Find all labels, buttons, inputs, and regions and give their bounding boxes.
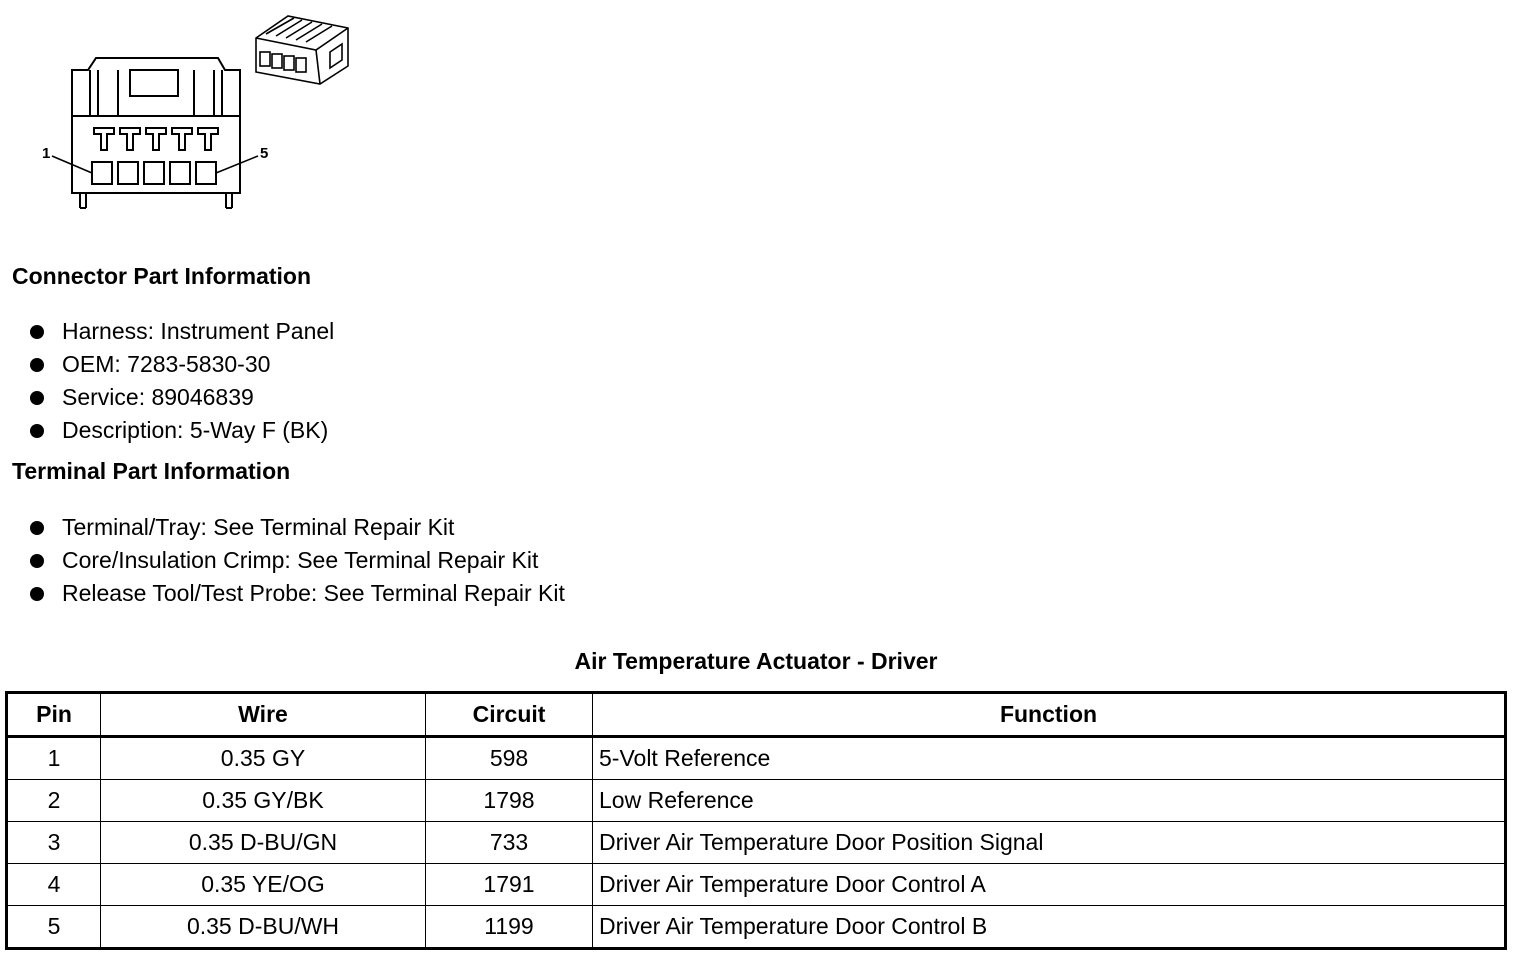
list-item: Service: 89046839 bbox=[30, 381, 334, 414]
terminal-part-info-title: Terminal Part Information bbox=[12, 458, 291, 484]
cell-circuit: 1798 bbox=[426, 780, 593, 822]
pinout-table bbox=[5, 691, 1507, 950]
cell-wire: 0.35 D-BU/GN bbox=[101, 822, 426, 864]
header-circuit: Circuit bbox=[426, 693, 593, 737]
list-item: Core/Insulation Crimp: See Terminal Repair Kit bbox=[30, 544, 565, 577]
terminal-latches bbox=[94, 128, 218, 150]
cell-circuit: 1199 bbox=[426, 906, 593, 949]
pin-5-leader bbox=[216, 156, 258, 173]
cell-function: Low Reference bbox=[593, 780, 1506, 822]
table-row bbox=[7, 780, 1506, 822]
cell-pin: 3 bbox=[7, 822, 101, 864]
cell-wire: 0.35 GY bbox=[101, 737, 426, 780]
cell-pin: 4 bbox=[7, 864, 101, 906]
table-row bbox=[7, 737, 1506, 780]
cell-circuit: 1791 bbox=[426, 864, 593, 906]
cell-function: Driver Air Temperature Door Control A bbox=[593, 864, 1506, 906]
pin-5-label: 5 bbox=[260, 145, 269, 162]
cell-wire: 0.35 YE/OG bbox=[101, 864, 426, 906]
table-title: Air Temperature Actuator - Driver bbox=[574, 648, 938, 674]
header-wire: Wire bbox=[101, 693, 426, 737]
connector-diagram bbox=[30, 8, 370, 218]
table-header-row bbox=[7, 693, 1506, 737]
connector-part-info-list bbox=[30, 315, 334, 447]
cell-function: Driver Air Temperature Door Position Signal bbox=[593, 822, 1506, 864]
table-row bbox=[7, 906, 1506, 949]
cell-circuit: 733 bbox=[426, 822, 593, 864]
terminal-part-info-list bbox=[30, 511, 565, 610]
cell-wire: 0.35 D-BU/WH bbox=[101, 906, 426, 949]
cell-pin: 2 bbox=[7, 780, 101, 822]
cell-circuit: 598 bbox=[426, 737, 593, 780]
cell-wire: 0.35 GY/BK bbox=[101, 780, 426, 822]
cell-pin: 5 bbox=[7, 906, 101, 949]
list-item: OEM: 7283-5830-30 bbox=[30, 348, 334, 381]
list-item: Harness: Instrument Panel bbox=[30, 315, 334, 348]
table-row bbox=[7, 864, 1506, 906]
list-item: Release Tool/Test Probe: See Terminal Repair Kit bbox=[30, 577, 565, 610]
list-item: Description: 5-Way F (BK) bbox=[30, 414, 334, 447]
connector-part-info-title: Connector Part Information bbox=[12, 263, 312, 289]
cell-pin: 1 bbox=[7, 737, 101, 780]
header-pin: Pin bbox=[7, 693, 101, 737]
table-row bbox=[7, 822, 1506, 864]
pin-cavities bbox=[92, 162, 216, 184]
cell-function: 5-Volt Reference bbox=[593, 737, 1506, 780]
header-function: Function bbox=[593, 693, 1506, 737]
cell-function: Driver Air Temperature Door Control B bbox=[593, 906, 1506, 949]
connector-isometric-view bbox=[256, 16, 348, 84]
pin-1-label: 1 bbox=[42, 145, 51, 162]
list-item: Terminal/Tray: See Terminal Repair Kit bbox=[30, 511, 565, 544]
